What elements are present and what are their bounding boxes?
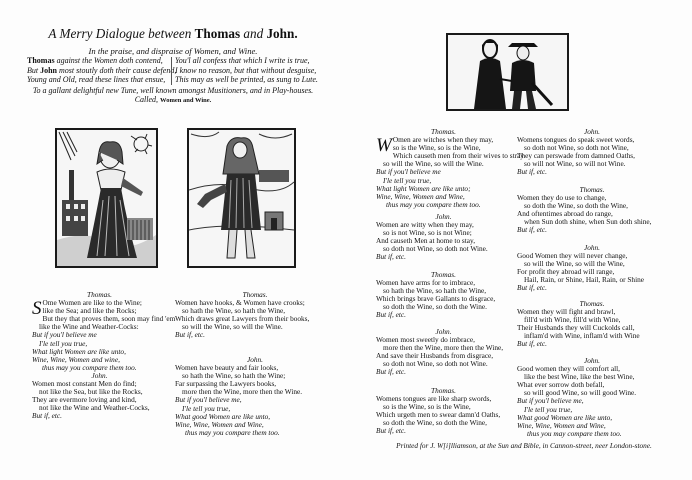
speaker-name: John.	[246, 355, 263, 364]
speaker-name: John.	[583, 243, 600, 252]
verse-text: Their Husbands they will Cuckolds call,	[517, 323, 635, 333]
verse-line	[32, 412, 167, 420]
speaker-name: Thomas.	[579, 299, 605, 308]
intro-divider	[171, 57, 173, 85]
title-name-john: John	[266, 26, 295, 41]
verse-text: so doth the Wine, so doth the Wine,	[383, 418, 487, 428]
verse-text: fill'd with Wine, fill'd with Wine,	[524, 315, 621, 325]
verse-text: Which draws great Lawyers from their books,	[175, 314, 310, 324]
verse-text: Hail, Rain, or Shine, Hail, Rain, or Shine	[524, 275, 644, 285]
verse-text: inflam'd with Wine, inflam'd with Wine	[524, 331, 640, 341]
speaker-name: Thomas.	[242, 290, 268, 299]
verse-text: Women they will fight and brawl,	[517, 307, 616, 317]
intro-line: I know no reason, but that without desguise,	[175, 65, 317, 75]
verse-text: But if, etc.	[376, 252, 406, 262]
intro-line: You'l all confess that which I write is true,	[175, 56, 310, 65]
verse-text: thus you may compare them too.	[527, 428, 622, 438]
verse-text: so doth not Wine, so doth not Wine.	[383, 359, 488, 369]
verse-text: And save their Husbands from disgrace,	[376, 351, 494, 361]
verse-text: so hath the Wine, so hath the Wine;	[182, 371, 286, 381]
verse-text: I'le tell you true,	[524, 404, 573, 414]
verse-text: like the Sea; and like the Rocks;	[42, 306, 137, 316]
verse-text: more then the Wine, more then the Wine.	[182, 387, 303, 397]
verse-text: Ome Women are like to the Wine;	[42, 298, 142, 308]
intro-line	[27, 66, 176, 76]
verse-text: so doth not Wine, so doth not Wine,	[524, 143, 629, 153]
verse-text: They are evermore loving and kind,	[32, 395, 137, 405]
intro-bold: Thomas	[27, 56, 55, 65]
woodcut-woman-image	[55, 128, 158, 268]
intro-line	[27, 75, 176, 85]
verse-text: But if you'l believe me,	[175, 395, 242, 405]
verse-line	[175, 429, 335, 437]
verse-line	[376, 201, 511, 209]
verse-text: What good Women are like unto,	[517, 412, 613, 422]
verse-text: But if, etc.	[376, 367, 406, 377]
verse-text: Women are witty when they may,	[376, 220, 474, 230]
verse-line	[517, 430, 667, 438]
verse-line	[517, 226, 667, 234]
speaker-name: Thomas.	[431, 127, 456, 136]
verse-text: Which brings brave Gallants to disgrace,	[376, 294, 496, 304]
ballad-title	[0, 26, 346, 42]
verse-text: so doth the Wine, so doth the Wine,	[524, 201, 628, 211]
verse-text: For profit they abroad will range,	[517, 267, 615, 277]
stanza-thomas-7	[517, 300, 667, 349]
stanza-john-2	[175, 356, 335, 437]
drop-cap: S	[32, 298, 42, 320]
stanza-john-7	[517, 357, 667, 438]
verse-text: But if, etc.	[517, 167, 547, 177]
stanza-john-3	[376, 213, 511, 262]
verse-text: Wine, Wine, Women and Wine,	[517, 420, 606, 430]
intro-text: most stoutly doth their cause defend,	[57, 65, 177, 75]
verse-text: Wine, Wine, Women and Wine,	[175, 419, 264, 429]
verse-text: But if, etc.	[32, 411, 62, 421]
tune-called	[0, 95, 346, 106]
intro-right	[175, 56, 318, 85]
drop-cap: W	[376, 135, 392, 157]
intro-text: against the Women doth contend,	[54, 56, 163, 65]
verse-text: Womens tongues do speak sweet words,	[517, 135, 635, 145]
title-text: and	[240, 26, 267, 41]
intro-line: This may as well be printed, as sung to Lute.	[175, 75, 318, 85]
speaker-name: John.	[91, 371, 108, 380]
verse-text: But if, etc.	[517, 283, 547, 293]
verse-text: What light Women are like unto,	[32, 346, 126, 356]
printer-imprint: Printed for J. W[i]lliamson, at the Sun and Bible, in Cannon-street, neer London-stone.	[396, 441, 652, 450]
verse-text: Wine, Wine, Women and Wine,	[376, 191, 465, 201]
woodcut-man-image	[187, 128, 296, 268]
stanza-john-6	[517, 244, 667, 293]
verse-text: like the Wine and Weather-Cocks:	[39, 322, 139, 332]
verse-text: But if, etc.	[376, 310, 406, 320]
verse-text: Far surpassing the Lawyers books,	[175, 379, 277, 389]
verse-text: Women most constant Men do find;	[32, 379, 137, 389]
verse-text: so is the Wine, so is the Wine,	[383, 402, 471, 412]
verse-text: And causeth Men at home to stay,	[376, 236, 476, 246]
verse-text: But if you'l believe me	[32, 330, 97, 340]
verse-text: Wine, Wine, Women and wine,	[32, 354, 120, 364]
verse-text: What light Women are like unto;	[376, 183, 471, 193]
verse-text: But if, etc.	[517, 339, 547, 349]
verse-line	[517, 168, 667, 176]
verse-text: so will good Wine, so will good Wine.	[524, 388, 637, 398]
speaker-name: John.	[435, 327, 452, 336]
verse-text: not like the Wine and Weather-Cocks,	[39, 403, 150, 413]
verse-text: Good women they will comfort all,	[517, 364, 620, 374]
verse-text: thus may you compare them too.	[42, 362, 137, 372]
verse-text: I'le tell you true,	[383, 175, 432, 185]
speaker-name: Thomas.	[431, 386, 456, 395]
verse-line	[376, 368, 511, 376]
verse-text: so will the Wine, so will the Wine.	[182, 322, 283, 332]
verse-text: Women have hooks, & Women have crooks;	[175, 298, 305, 308]
stanza-thomas-3	[376, 127, 524, 209]
verse-text: Omen are witches when they may,	[392, 135, 494, 145]
verse-text: What good Women are like unto,	[175, 411, 271, 421]
verse-text: not like the Sea, but like the Rocks,	[39, 387, 143, 397]
stanza-john-1	[32, 372, 167, 421]
speaker-name: John.	[583, 127, 600, 136]
verse-text: so will the Wine, so will the Wine,	[524, 259, 625, 269]
verse-line	[175, 331, 335, 339]
verse-text: so will not Wine, so will not Wine.	[524, 159, 626, 169]
verse-text: What ever sorrow doth befall,	[517, 380, 605, 390]
speaker-name: Thomas.	[579, 185, 605, 194]
verse-text: so will the Wine, so will the Wine.	[383, 159, 484, 169]
intro-left	[27, 56, 176, 85]
title-text: A Merry Dialogue between	[48, 26, 195, 41]
stanza-thomas-6	[517, 186, 667, 235]
title-name-thomas: Thomas	[194, 26, 241, 41]
verse-text: They can perswade from damned Oaths,	[517, 151, 635, 161]
verse-text: so is not Wine, so is not Wine;	[383, 228, 472, 238]
title-text: .	[294, 26, 298, 41]
verse-text: so doth not Wine, so doth not Wine.	[383, 244, 488, 254]
verse-line	[517, 340, 667, 348]
stanza-john-4	[376, 328, 511, 377]
verse-text: But they that proves them, soon may find 'em	[42, 314, 176, 324]
verse-text: And oftentimes abroad do range,	[517, 209, 613, 219]
stanza-thomas-5	[376, 387, 511, 436]
subtitle: In the praise, and dispraise of Women, and Wine.	[88, 46, 258, 56]
intro-text: Young and Old, read these lines that ensue,	[27, 75, 166, 85]
verse-text: Women most sweetly do imbrace,	[376, 335, 475, 345]
verse-line	[376, 311, 511, 319]
verse-text: more then the Wine, more then the Wine,	[383, 343, 504, 353]
verse-text: thus may you compare them too.	[185, 427, 280, 437]
verse-text: Good Women they will never change,	[517, 251, 628, 261]
verse-text: so is the Wine, so is the Wine,	[392, 143, 481, 153]
speaker-name: John.	[435, 212, 452, 221]
woman-figure-icon	[57, 130, 156, 266]
verse-text: But if you'l believe me	[376, 167, 441, 177]
verse-text: Women have beauty and fair looks,	[175, 363, 279, 373]
stanza-thomas-1	[32, 290, 176, 372]
intro-bold: John	[40, 65, 58, 75]
verse-text: Women have arms for to imbrace,	[376, 278, 476, 288]
intro-line	[27, 56, 176, 66]
verse-line	[376, 427, 511, 435]
stanza-thomas-4	[376, 271, 511, 320]
woodcut-couple-image	[446, 33, 569, 111]
tune-name: Women and Wine.	[160, 97, 212, 104]
verse-text: so hath the Wine, so hath the Wine,	[383, 286, 487, 296]
verse-text: thus may you compare them too.	[386, 199, 481, 209]
speaker-name: Thomas.	[87, 290, 112, 299]
speaker-name: Thomas.	[431, 270, 456, 279]
verse-text: when Sun doth shine, when Sun doth shine,	[524, 217, 652, 227]
verse-text: But if, etc.	[376, 426, 406, 436]
stanza-thomas-2	[175, 291, 335, 340]
intro-text: But	[27, 65, 41, 75]
tune-line: To a gallant delightful new Tune, well known amongst Musitioners, and in Play-houses.	[32, 86, 314, 95]
verse-text: so hath the Wine, so hath the Wine,	[182, 306, 286, 316]
verse-text: I'le tell you true,	[39, 338, 88, 348]
verse-text: so doth the Wine, so doth the Wine.	[383, 302, 487, 312]
verse-text: Womens tongues are like sharp swords,	[376, 394, 492, 404]
couple-figure-icon	[448, 35, 567, 109]
speaker-name: John.	[583, 356, 600, 365]
verse-text: I'le tell you true,	[182, 403, 231, 413]
verse-text: But if, etc.	[175, 330, 205, 340]
verse-line	[517, 284, 667, 292]
verse-text: Women they do use to change,	[517, 193, 607, 203]
verse-line	[376, 253, 511, 261]
man-figure-icon	[189, 130, 294, 266]
stanza-john-5	[517, 128, 667, 177]
verse-text: Which urgeth men to swear damn'd Oaths,	[376, 410, 501, 420]
verse-text: Which causeth men from their wives to stray	[392, 151, 524, 161]
verse-text: like the best Wine, like the best Wine,	[524, 372, 635, 382]
verse-text: But if, etc.	[517, 225, 547, 235]
verse-text: But if you'l believe me,	[517, 396, 584, 406]
tune-called-label: Called,	[134, 95, 161, 104]
